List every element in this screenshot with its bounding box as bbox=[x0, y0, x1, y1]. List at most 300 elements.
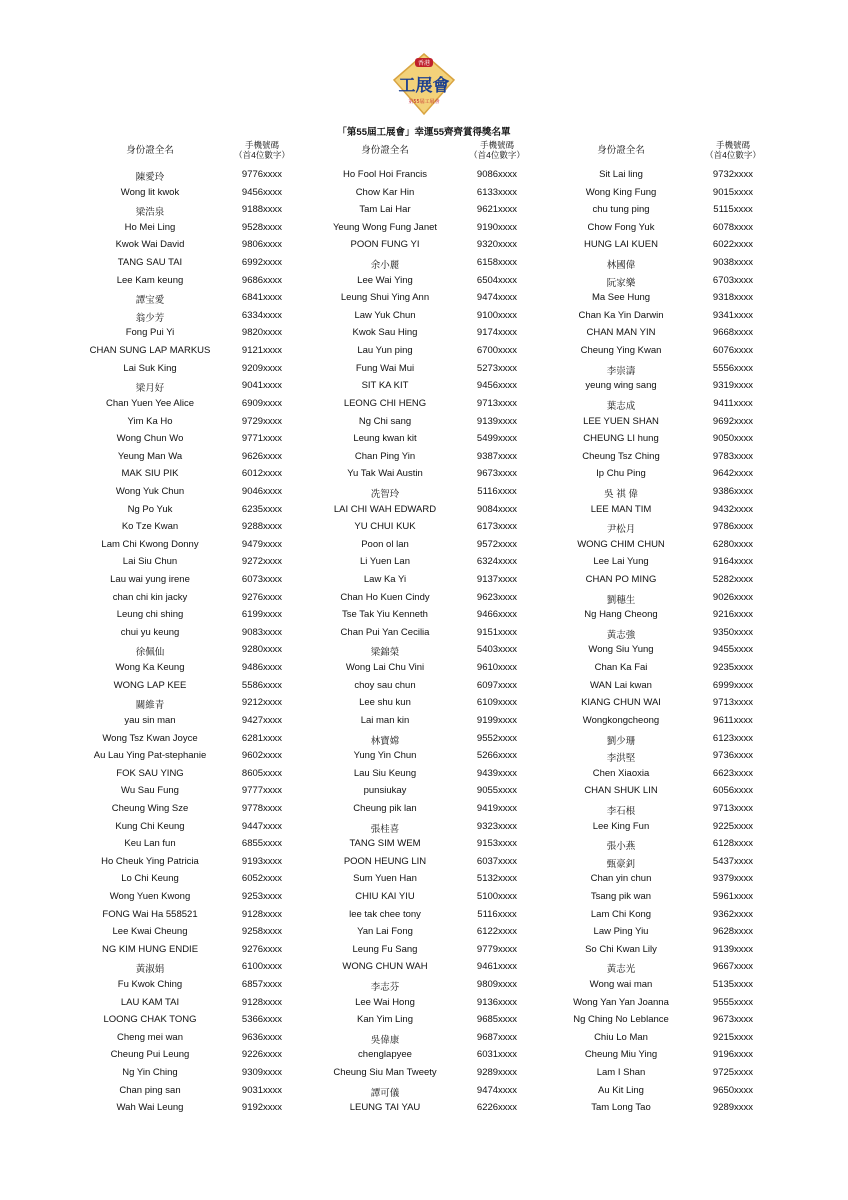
winner-name: Wong Yuen Kwong bbox=[109, 890, 191, 902]
winner-name: Lau Yun ping bbox=[357, 345, 413, 357]
winner-phone: 9288xxxx bbox=[241, 521, 283, 533]
winner-name: Ho Cheuk Ying Patricia bbox=[101, 855, 199, 867]
winner-phone: 5273xxxx bbox=[476, 362, 518, 374]
winner-name: Chiu Lo Man bbox=[594, 1031, 648, 1043]
winner-phone: 9128xxxx bbox=[241, 996, 283, 1008]
winner-phone: 6623xxxx bbox=[712, 767, 754, 779]
winner-phone: 9456xxxx bbox=[476, 380, 518, 392]
winner-phone: 9212xxxx bbox=[241, 697, 283, 709]
logo-main-text: 工展會 bbox=[398, 76, 450, 96]
winner-phone: 9031xxxx bbox=[241, 1084, 283, 1096]
winner-phone: 6280xxxx bbox=[712, 538, 754, 550]
winner-name: Yim Ka Ho bbox=[127, 415, 173, 427]
winner-name: Tsang pik wan bbox=[590, 890, 652, 902]
winner-phone: 9692xxxx bbox=[712, 415, 754, 427]
winner-phone: 9379xxxx bbox=[712, 873, 754, 885]
winner-phone: 9432xxxx bbox=[712, 503, 754, 515]
winner-name: POON HEUNG LIN bbox=[343, 855, 427, 867]
winner-name: Chan ping san bbox=[119, 1084, 181, 1096]
winner-name: WONG LAP KEE bbox=[113, 679, 187, 691]
winner-name: chui yu keung bbox=[120, 626, 180, 638]
winner-name: LEE YUEN SHAN bbox=[583, 415, 659, 427]
winner-name: Au Lau Ying Pat-stephanie bbox=[93, 750, 207, 762]
winner-name: Cheng mei wan bbox=[116, 1031, 183, 1043]
winner-name: LAU KAM TAI bbox=[120, 996, 180, 1008]
winner-name: Ip Chu Ping bbox=[596, 468, 646, 480]
winner-name: 李志芬 bbox=[370, 982, 400, 994]
winner-phone: 9610xxxx bbox=[476, 662, 518, 674]
winner-phone: 9411xxxx bbox=[713, 397, 753, 409]
winner-name: Wu Sau Fung bbox=[121, 785, 179, 797]
winner-phone: 6109xxxx bbox=[476, 697, 518, 709]
winner-phone: 9461xxxx bbox=[476, 961, 518, 973]
winner-phone: 9685xxxx bbox=[476, 1014, 518, 1026]
winner-name: 余小麗 bbox=[370, 260, 400, 272]
header-name-1: 身份證全名 bbox=[126, 145, 174, 156]
header-name-3: 身份證全名 bbox=[597, 145, 645, 156]
winner-phone: 5135xxxx bbox=[712, 979, 754, 991]
winner-name: 陳愛玲 bbox=[135, 172, 165, 183]
winner-phone: 9196xxxx bbox=[712, 1049, 754, 1061]
winner-phone: 6073xxxx bbox=[241, 574, 283, 586]
winner-phone: 9193xxxx bbox=[241, 855, 283, 867]
winner-name: LOONG CHAK TONG bbox=[103, 1014, 197, 1026]
winner-name: chan chi kin jacky bbox=[112, 591, 188, 603]
winner-name: Tam Long Tao bbox=[591, 1102, 651, 1114]
winner-phone: 9713xxxx bbox=[476, 397, 518, 409]
winner-name: NG KIM HUNG ENDIE bbox=[101, 943, 199, 955]
winner-name: 譚可儀 bbox=[370, 1087, 400, 1099]
winner-name: 李石根 bbox=[606, 805, 636, 817]
winner-name: Yan Lai Fong bbox=[357, 926, 413, 938]
winner-phone: 9552xxxx bbox=[476, 732, 518, 744]
winner-phone: 9776xxxx bbox=[241, 169, 283, 180]
winner-name: Lee Wai Ying bbox=[357, 274, 413, 286]
winner-name: So Chi Kwan Lily bbox=[585, 943, 657, 955]
winner-name: Keu Lan fun bbox=[124, 838, 176, 850]
winner-name: FONG Wai Ha 558521 bbox=[102, 908, 198, 920]
winner-phone: 9673xxxx bbox=[476, 468, 518, 480]
winner-name: 張小燕 bbox=[606, 841, 636, 853]
winner-name: Wong Yuk Chun bbox=[115, 485, 185, 497]
winner-phone: 9602xxxx bbox=[241, 750, 283, 762]
winner-name: Fu Kwok Ching bbox=[117, 979, 183, 991]
winner-name: YU CHUI KUK bbox=[354, 521, 416, 533]
winner-phone: 6504xxxx bbox=[476, 274, 518, 286]
winner-name: Law Yuk Chun bbox=[354, 309, 416, 321]
winner-phone: 6123xxxx bbox=[712, 732, 754, 744]
winner-name: Lai Suk King bbox=[123, 362, 177, 374]
winner-phone: 9151xxxx bbox=[476, 626, 518, 638]
winner-phone: 6855xxxx bbox=[241, 838, 283, 850]
winner-name: Lam I Shan bbox=[596, 1067, 646, 1079]
winner-phone: 9128xxxx bbox=[241, 908, 283, 920]
winner-phone: 9650xxxx bbox=[712, 1084, 754, 1096]
winner-name: Wong Chun Wo bbox=[116, 433, 184, 445]
winner-name: Lee Kam keung bbox=[116, 274, 184, 286]
winner-phone: 9466xxxx bbox=[476, 609, 518, 621]
winner-phone: 9276xxxx bbox=[241, 943, 283, 955]
winner-name: CHAN MAN YIN bbox=[586, 327, 656, 339]
winner-name: Lam Chi Kwong Donny bbox=[101, 538, 199, 550]
winner-phone: 9572xxxx bbox=[476, 538, 518, 550]
winner-phone: 6052xxxx bbox=[241, 873, 283, 885]
winner-name: lee tak chee tony bbox=[349, 908, 421, 920]
winner-phone: 6173xxxx bbox=[476, 521, 518, 533]
winner-phone: 9235xxxx bbox=[712, 662, 754, 674]
winner-name: Chow Fong Yuk bbox=[587, 221, 655, 233]
winner-name: Law Ping Yiu bbox=[593, 926, 649, 938]
winner-name: 徐佩仙 bbox=[135, 647, 165, 659]
winner-name: Cheung Tsz Ching bbox=[582, 450, 660, 462]
winner-phone: 6100xxxx bbox=[241, 961, 283, 973]
winner-phone: 9729xxxx bbox=[241, 415, 283, 427]
winner-phone: 5961xxxx bbox=[712, 890, 754, 902]
winner-phone: 9341xxxx bbox=[712, 309, 754, 321]
winner-name: LEONG CHI HENG bbox=[343, 397, 427, 409]
winner-name: chenglapyee bbox=[358, 1049, 412, 1061]
winner-name: Lau wai yung irene bbox=[110, 574, 190, 586]
winner-name: Chan Ka Fai bbox=[594, 662, 648, 674]
winner-name: Wongkongcheong bbox=[582, 714, 660, 726]
winner-name: Chen Xiaoxia bbox=[592, 767, 650, 779]
winner-name: CHAN SHUK LIN bbox=[584, 785, 658, 797]
winner-name: 黃淑娟 bbox=[135, 964, 165, 976]
winner-phone: 5586xxxx bbox=[241, 679, 283, 691]
page-title: 「第55屆工展會」幸運55齊齊賞得獎名單 bbox=[337, 127, 511, 138]
winner-phone: 9136xxxx bbox=[476, 996, 518, 1008]
winner-name: Cheung Siu Man Tweety bbox=[333, 1067, 437, 1079]
winner-name: Lee Kwai Cheung bbox=[112, 926, 188, 938]
winner-phone: 9621xxxx bbox=[476, 204, 518, 216]
winner-name: 黃志光 bbox=[606, 964, 636, 976]
header-phone-3: 手機號碼 （首4位數字） bbox=[705, 140, 761, 160]
winner-name: 林國偉 bbox=[606, 260, 636, 272]
winner-phone: 9528xxxx bbox=[241, 221, 283, 233]
winner-name: CHAN PO MING bbox=[585, 574, 657, 586]
winner-phone: 9253xxxx bbox=[241, 890, 283, 902]
winner-phone: 5116xxxx bbox=[477, 485, 517, 497]
winner-phone: 9121xxxx bbox=[241, 345, 283, 357]
winner-name: 吳 祺 偉 bbox=[604, 488, 638, 500]
winner-name: Cheung Wing Sze bbox=[111, 802, 189, 814]
winner-name: Chow Kar Hin bbox=[355, 186, 415, 198]
winner-phone: 9713xxxx bbox=[712, 802, 754, 814]
winner-phone: 9387xxxx bbox=[476, 450, 518, 462]
winner-name: choy sau chun bbox=[354, 679, 416, 691]
winner-name: Cheung Miu Ying bbox=[584, 1049, 658, 1061]
winner-name: yau sin man bbox=[124, 714, 176, 726]
winner-phone: 9280xxxx bbox=[241, 644, 283, 656]
winner-phone: 9668xxxx bbox=[712, 327, 754, 339]
winner-phone: 6031xxxx bbox=[476, 1049, 518, 1061]
winner-name: Fung Wai Mui bbox=[355, 362, 415, 374]
winner-phone: 9046xxxx bbox=[241, 485, 283, 497]
winner-name: 李崇濤 bbox=[606, 365, 636, 377]
winner-phone: 9779xxxx bbox=[476, 943, 518, 955]
winner-name: Wong wai man bbox=[589, 979, 653, 991]
winner-phone: 9258xxxx bbox=[241, 926, 283, 938]
winner-name: Lee Lai Yung bbox=[593, 556, 649, 568]
winner-name: 吳偉康 bbox=[370, 1034, 400, 1046]
winner-name: 尹松月 bbox=[606, 524, 636, 536]
winner-name: Kwok Sau Hing bbox=[352, 327, 418, 339]
winner-phone: 9038xxxx bbox=[712, 257, 754, 269]
winner-name: Lai man kin bbox=[360, 714, 410, 726]
winner-phone: 9190xxxx bbox=[476, 221, 518, 233]
winner-name: Chan yin chun bbox=[590, 873, 652, 885]
winner-name: LEE MAN TIM bbox=[590, 503, 652, 515]
winner-phone: 5556xxxx bbox=[712, 362, 754, 374]
winner-phone: 9636xxxx bbox=[241, 1031, 283, 1043]
winner-phone: 9447xxxx bbox=[241, 820, 283, 832]
winner-name: Yu Tak Wai Austin bbox=[347, 468, 423, 480]
winner-phone: 9555xxxx bbox=[712, 996, 754, 1008]
winner-phone: 9083xxxx bbox=[241, 626, 283, 638]
winner-phone: 6037xxxx bbox=[476, 855, 518, 867]
winner-phone: 9199xxxx bbox=[476, 714, 518, 726]
winner-phone: 6076xxxx bbox=[712, 345, 754, 357]
winner-phone: 9626xxxx bbox=[241, 450, 283, 462]
winner-name: Leung Shui Ying Ann bbox=[340, 292, 430, 304]
winner-name: 梁浩泉 bbox=[135, 207, 165, 219]
winner-phone: 9350xxxx bbox=[712, 626, 754, 638]
expo-logo bbox=[384, 52, 464, 116]
winner-phone: 9455xxxx bbox=[712, 644, 754, 656]
winner-phone: 6122xxxx bbox=[476, 926, 518, 938]
winner-name: Chan Pui Yan Cecilia bbox=[340, 626, 430, 638]
winner-name: LAI CHI WAH EDWARD bbox=[333, 503, 437, 515]
winner-name: Ho Fool Hoi Francis bbox=[343, 169, 427, 180]
winner-phone: 6281xxxx bbox=[241, 732, 283, 744]
winner-name: Cheung Ying Kwan bbox=[580, 345, 662, 357]
winner-phone: 9806xxxx bbox=[241, 239, 283, 251]
winner-phone: 9289xxxx bbox=[712, 1102, 754, 1114]
winner-name: Yung Yin Chun bbox=[353, 750, 417, 762]
winner-phone: 9139xxxx bbox=[712, 943, 754, 955]
winner-phone: 9686xxxx bbox=[241, 274, 283, 286]
header-phone-1: 手機號碼 （首4位數字） bbox=[234, 140, 290, 160]
winner-phone: 9783xxxx bbox=[712, 450, 754, 462]
winner-phone: 9628xxxx bbox=[712, 926, 754, 938]
winner-phone: 5115xxxx bbox=[713, 204, 753, 216]
winner-name: Wong Yan Yan Joanna bbox=[573, 996, 669, 1008]
winner-phone: 6841xxxx bbox=[241, 292, 283, 304]
winner-name: Wong Siu Yung bbox=[588, 644, 654, 656]
winner-name: Kwok Wai David bbox=[115, 239, 185, 251]
winner-name: punsiukay bbox=[363, 785, 407, 797]
winner-phone: 6022xxxx bbox=[712, 239, 754, 251]
winner-phone: 9809xxxx bbox=[476, 979, 518, 991]
winner-name: Ng Ching No Leblance bbox=[573, 1014, 669, 1026]
logo-sub-text: 第55屆工展會 bbox=[408, 99, 440, 105]
winner-name: Lo Chi Keung bbox=[121, 873, 179, 885]
winner-phone: 9153xxxx bbox=[476, 838, 518, 850]
winner-name: chu tung ping bbox=[592, 204, 650, 216]
winner-phone: 9611xxxx bbox=[713, 714, 753, 726]
winner-phone: 9041xxxx bbox=[241, 380, 283, 392]
winner-phone: 9055xxxx bbox=[476, 785, 518, 797]
winner-name: Lam Chi Kong bbox=[590, 908, 652, 920]
winner-phone: 9272xxxx bbox=[241, 556, 283, 568]
winner-phone: 6199xxxx bbox=[241, 609, 283, 621]
winner-phone: 5499xxxx bbox=[476, 433, 518, 445]
winner-phone: 9427xxxx bbox=[241, 714, 283, 726]
winner-phone: 6700xxxx bbox=[476, 345, 518, 357]
winner-phone: 9725xxxx bbox=[712, 1067, 754, 1079]
winner-name: 關維青 bbox=[135, 700, 165, 712]
winner-name: HUNG LAI KUEN bbox=[584, 239, 658, 251]
winner-phone: 5282xxxx bbox=[712, 574, 754, 586]
winner-name: CHEUNG LI hung bbox=[583, 433, 659, 445]
winner-name: Chan Ping Yin bbox=[354, 450, 416, 462]
winner-name: Wong Tsz Kwan Joyce bbox=[102, 732, 198, 744]
winner-phone: 9736xxxx bbox=[712, 750, 754, 762]
winner-name: Li Yuen Lan bbox=[359, 556, 410, 568]
winner-name: Yeung Wong Fung Janet bbox=[332, 221, 438, 233]
winner-phone: 5116xxxx bbox=[477, 908, 517, 920]
winner-name: WONG CHUN WAH bbox=[342, 961, 428, 973]
winner-phone: 9771xxxx bbox=[241, 433, 283, 445]
winner-phone: 9225xxxx bbox=[712, 820, 754, 832]
winner-phone: 5366xxxx bbox=[241, 1014, 283, 1026]
winner-phone: 9226xxxx bbox=[241, 1049, 283, 1061]
winner-phone: 9319xxxx bbox=[712, 380, 754, 392]
winner-phone: 9289xxxx bbox=[476, 1067, 518, 1079]
winner-phone: 5132xxxx bbox=[476, 873, 518, 885]
winner-name: 張桂喜 bbox=[370, 823, 400, 835]
winner-name: SIT KA KIT bbox=[361, 380, 409, 392]
winner-phone: 6992xxxx bbox=[241, 257, 283, 269]
winner-phone: 9139xxxx bbox=[476, 415, 518, 427]
winner-name: Law Ka Yi bbox=[363, 574, 407, 586]
winner-name: KIANG CHUN WAI bbox=[581, 697, 661, 709]
winner-phone: 5437xxxx bbox=[712, 855, 754, 867]
winner-name: Poon ol lan bbox=[361, 538, 409, 550]
winner-name: 黃志強 bbox=[606, 629, 636, 641]
winner-name: 葉志成 bbox=[606, 400, 636, 412]
winner-name: 翁少芳 bbox=[135, 312, 165, 324]
winner-name: 李洪堅 bbox=[606, 753, 636, 765]
winner-phone: 6334xxxx bbox=[241, 309, 283, 321]
winner-phone: 6133xxxx bbox=[476, 186, 518, 198]
winner-phone: 6235xxxx bbox=[241, 503, 283, 515]
winner-phone: 9137xxxx bbox=[476, 574, 518, 586]
winner-phone: 9687xxxx bbox=[476, 1031, 518, 1043]
winner-phone: 9623xxxx bbox=[476, 591, 518, 603]
header-phone-2: 手機號碼 （首4位數字） bbox=[469, 140, 525, 160]
winner-phone: 9320xxxx bbox=[476, 239, 518, 251]
winner-name: Lai Siu Chun bbox=[122, 556, 178, 568]
winner-phone: 9086xxxx bbox=[476, 169, 518, 180]
winner-name: Ng Po Yuk bbox=[127, 503, 173, 515]
winner-name: Ng Hang Cheong bbox=[584, 609, 658, 621]
winner-name: Kan Yim Ling bbox=[357, 1014, 413, 1026]
winner-phone: 6324xxxx bbox=[476, 556, 518, 568]
winner-phone: 9192xxxx bbox=[241, 1102, 283, 1114]
winner-name: CHIU KAI YIU bbox=[355, 890, 415, 902]
winner-name: Chan Ka Yin Darwin bbox=[578, 309, 664, 321]
logo-top-text: 香港 bbox=[417, 60, 431, 67]
winner-name: LEUNG TAI YAU bbox=[349, 1102, 421, 1114]
winner-phone: 9777xxxx bbox=[241, 785, 283, 797]
winner-name: 梁錦榮 bbox=[370, 647, 400, 659]
winner-name: 劉少珊 bbox=[606, 735, 636, 747]
winner-phone: 9386xxxx bbox=[712, 485, 754, 497]
winner-name: Tse Tak Yiu Kenneth bbox=[342, 609, 428, 621]
winner-name: 劉穗生 bbox=[606, 594, 636, 606]
winner-phone: 9642xxxx bbox=[712, 468, 754, 480]
winner-phone: 6703xxxx bbox=[712, 274, 754, 286]
winner-phone: 5100xxxx bbox=[476, 890, 518, 902]
winner-phone: 9486xxxx bbox=[241, 662, 283, 674]
winner-name: Lau Siu Keung bbox=[353, 767, 417, 779]
winner-phone: 9474xxxx bbox=[476, 292, 518, 304]
winner-name: Cheung Pui Leung bbox=[110, 1049, 190, 1061]
winner-name: Fong Pui Yi bbox=[125, 327, 175, 339]
winner-name: Leung kwan kit bbox=[353, 433, 417, 445]
winner-phone: 9732xxxx bbox=[712, 169, 754, 180]
winner-name: Ng Yin Ching bbox=[122, 1067, 178, 1079]
winner-name: Leung chi shing bbox=[116, 609, 184, 621]
winner-name: Lee King Fun bbox=[592, 820, 650, 832]
winner-name: FOK SAU YING bbox=[116, 767, 184, 779]
winner-name: 譚宝愛 bbox=[135, 295, 165, 307]
winner-phone: 5403xxxx bbox=[476, 644, 518, 656]
winner-name: Wong lit kwok bbox=[120, 186, 180, 198]
winner-phone: 9667xxxx bbox=[712, 961, 754, 973]
winner-name: Au Kit Ling bbox=[598, 1084, 644, 1096]
winner-phone: 9050xxxx bbox=[712, 433, 754, 445]
winner-phone: 9309xxxx bbox=[241, 1067, 283, 1079]
winner-name: Lee shu kun bbox=[359, 697, 411, 709]
winner-name: Cheung pik lan bbox=[353, 802, 417, 814]
winner-name: Sum Yuen Han bbox=[353, 873, 417, 885]
winner-phone: 6857xxxx bbox=[241, 979, 283, 991]
winner-phone: 9713xxxx bbox=[712, 697, 754, 709]
winner-name: 阮家樂 bbox=[606, 277, 636, 289]
winner-phone: 6909xxxx bbox=[241, 397, 283, 409]
winner-name: CHAN SUNG LAP MARKUS bbox=[89, 345, 211, 357]
winner-name: yeung wing sang bbox=[585, 380, 657, 392]
winner-phone: 8605xxxx bbox=[241, 767, 283, 779]
winner-phone: 9026xxxx bbox=[712, 591, 754, 603]
winner-name: Wong Ka Keung bbox=[115, 662, 185, 674]
winner-phone: 9362xxxx bbox=[712, 908, 754, 920]
winner-name: MAK SIU PIK bbox=[121, 468, 179, 480]
winner-phone: 6226xxxx bbox=[476, 1102, 518, 1114]
winner-phone: 9215xxxx bbox=[712, 1031, 754, 1043]
winner-name: Kung Chi Keung bbox=[115, 820, 185, 832]
winner-phone: 9084xxxx bbox=[476, 503, 518, 515]
winner-phone: 6078xxxx bbox=[712, 221, 754, 233]
winner-name: Ho Mei Ling bbox=[124, 221, 176, 233]
winner-phone: 5266xxxx bbox=[476, 750, 518, 762]
winner-phone: 9673xxxx bbox=[712, 1014, 754, 1026]
winner-name: 甄豪釗 bbox=[606, 858, 636, 870]
winner-name: WAN Lai kwan bbox=[590, 679, 652, 691]
winner-phone: 9419xxxx bbox=[476, 802, 518, 814]
winner-phone: 9174xxxx bbox=[476, 327, 518, 339]
winner-name: TANG SIM WEM bbox=[349, 838, 421, 850]
winner-name: Wong King Fung bbox=[585, 186, 657, 198]
winner-name: 林寶嫦 bbox=[370, 735, 400, 747]
winner-phone: 9439xxxx bbox=[476, 767, 518, 779]
winner-phone: 9318xxxx bbox=[712, 292, 754, 304]
winner-phone: 9820xxxx bbox=[241, 327, 283, 339]
winner-name: Chan Ho Kuen Cindy bbox=[340, 591, 430, 603]
winner-phone: 6158xxxx bbox=[476, 257, 518, 269]
